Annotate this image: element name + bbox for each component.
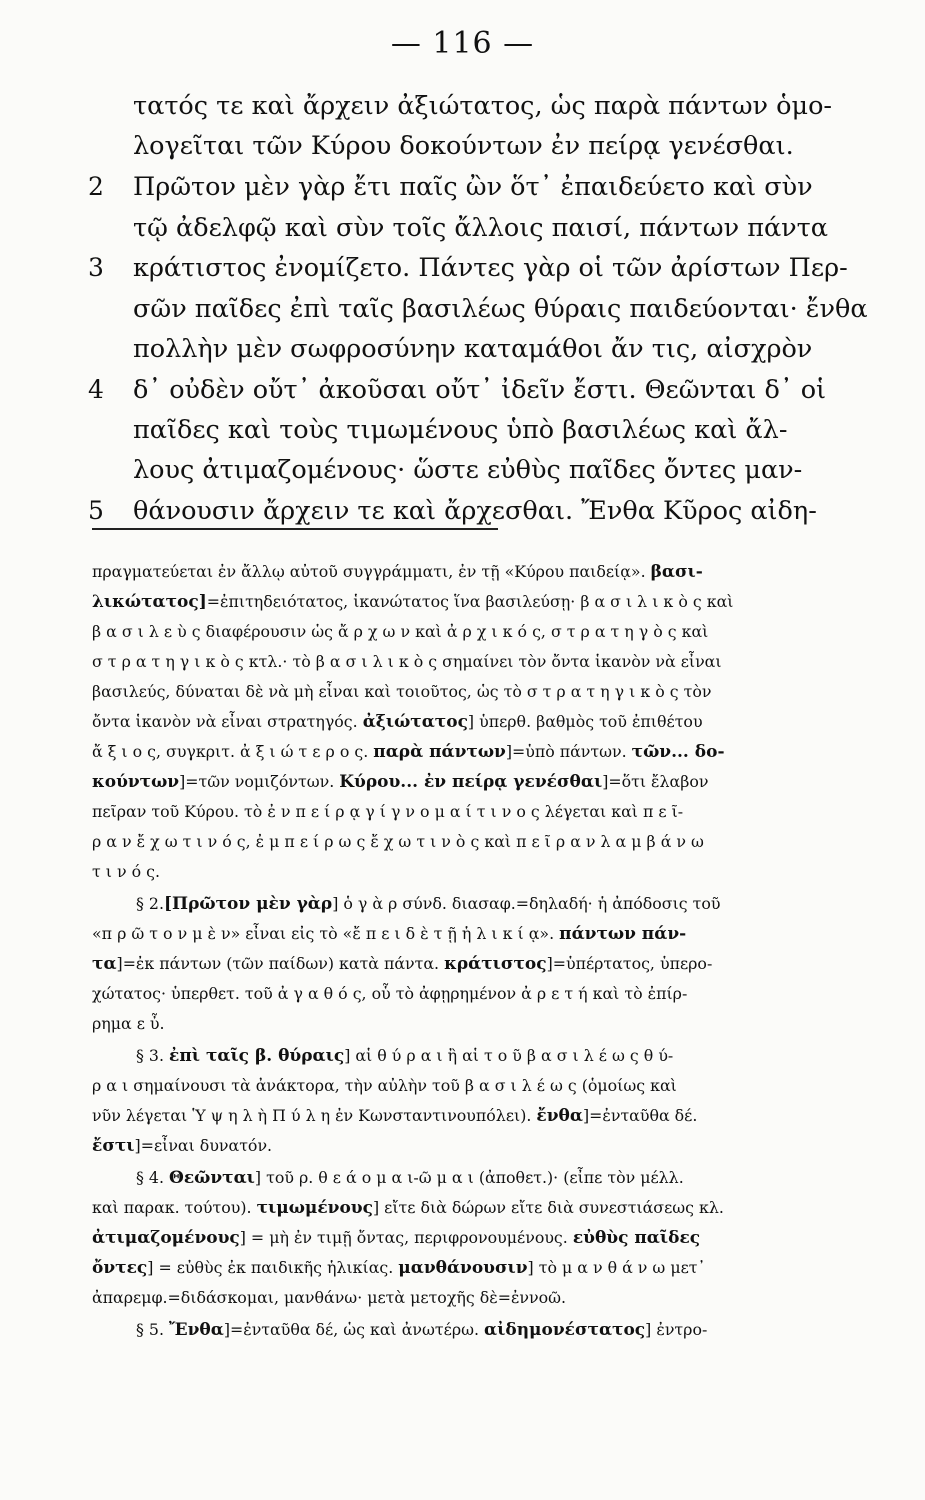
text-line: θάνουσιν ἄρχειν τε καὶ ἄρχεσθαι. Ἔνθα Κῦρος αἰδη- [133,496,817,526]
section-number: 2 [88,172,104,201]
note-line: τ ι ν ό ς. [92,862,161,881]
section-number: 4 [88,375,104,404]
note-line: ὄντα ἱκανὸν νὰ εἶναι στρατηγός. ἀξιώτατος] ὑπερθ. βαθμὸς τοῦ ἐπιθέτου [92,712,703,732]
note-line: ἀτιμαζομένους] = μὴ ἐν τιμῇ ὄντας, περιφρονουμένους. εὐθὺς παῖδες [92,1228,701,1248]
note-line: βασιλεύς, δύναται δὲ νὰ μὴ εἶναι καὶ τοιοῦτος, ὡς τὸ σ τ ρ α τ η γ ι κ ὸ ς τὸν [92,682,712,701]
text-line: σῶν παῖδες ἐπὶ ταῖς βασιλέως θύραις παιδεύονται· ἔνθα [133,294,868,324]
note-line: καὶ παρακ. τούτου). τιμωμένους] εἴτε διὰ δώρων εἴτε διὰ συνεστιάσεως κλ. [92,1198,724,1218]
note-line: ρ α ι σημαίνουσι τὰ ἀνάκτορα, τὴν αὐλὴν τοῦ β α σ ι λ έ ω ς (ὁμοίως καὶ [92,1076,677,1095]
text-line: Πρῶτον μὲν γὰρ ἔτι παῖς ὢν ὅτ᾽ ἐπαιδεύετο καὶ σὺν [133,172,813,202]
note-line: χώτατος· ὑπερθετ. τοῦ ἀ γ α θ ό ς, οὗ τὸ ἀφῃρημένον ἀ ρ ε τ ή καὶ τὸ ἐπίρ- [92,984,688,1003]
section-number: 3 [88,253,104,282]
note-line: ἔστι]=εἶναι δυνατόν. [92,1136,273,1156]
note-line: β α σ ι λ ε ὺ ς διαφέρουσιν ὡς ἄ ρ χ ω ν καὶ ἀ ρ χ ι κ ό ς, σ τ ρ α τ η γ ὸ ς καὶ [92,622,709,641]
footnote-divider [92,528,498,530]
note-line: § 2.[Πρῶτον μὲν γὰρ] ὁ γ ὰ ρ σύνδ. διασαφ.=δηλαδή· ἡ ἀπόδοσις τοῦ [136,894,721,914]
text-line: τῷ ἀδελφῷ καὶ σὺν τοῖς ἄλλοις παισί, πάντων πάντα [133,213,828,243]
note-line: νῦν λέγεται Ὑ ψ η λ ὴ Π ύ λ η ἐν Κωνσταντινουπόλει). ἔνθα]=ἐνταῦθα δέ. [92,1106,698,1126]
note-line: σ τ ρ α τ η γ ι κ ὸ ς κτλ.· τὸ β α σ ι λ ι κ ὸ ς σημαίνει τὸν ὄντα ἱκανὸν νὰ εἶναι [92,652,722,671]
note-line: λικώτατος]=ἐπιτηδειότατος, ἱκανώτατος ἵνα βασιλεύσῃ· β α σ ι λ ι κ ὸ ς καὶ [92,592,734,612]
text-line: λους ἀτιμαζομένους· ὥστε εὐθὺς παῖδες ὄντες μαν- [133,455,803,485]
note-line: ρ α ν ἔ χ ω τ ι ν ό ς, ἐ μ π ε ί ρ ω ς ἔ χ ω τ ι ν ὸ ς καὶ π ε ῖ ρ α ν λ α μ β ά ν ω [92,832,704,851]
note-line: ρημα ε ὖ. [92,1014,165,1033]
text-line: πολλὴν μὲν σωφροσύνην καταμάθοι ἄν τις, αἰσχρὸν [133,334,813,364]
note-line: πραγματεύεται ἐν ἄλλῳ αὐτοῦ συγγράμματι, ἐν τῇ «Κύρου παιδείᾳ». βασι- [92,562,703,582]
note-line: ἀπαρεμφ.=διδάσκομαι, μανθάνω· μετὰ μετοχῆς δὲ=ἐννοῶ. [92,1288,567,1307]
page-number: — 116 — [390,26,535,61]
text-line: λογεῖται τῶν Κύρου δοκούντων ἐν πείρᾳ γενέσθαι. [133,131,794,161]
text-line: δ᾽ οὐδὲν οὔτ᾽ ἀκοῦσαι οὔτ᾽ ἰδεῖν ἔστι. Θεῶνται δ᾽ οἱ [133,375,827,405]
note-line: πεῖραν τοῦ Κύρου. τὸ ἐ ν π ε ί ρ ᾳ γ ί γ ν ο μ α ί τ ι ν ο ς λέγεται καὶ π ε ῖ- [92,802,684,821]
note-line: κούντων]=τῶν νομιζόντων. Κύρου... ἐν πείρᾳ γενέσθαι]=ὅτι ἔλαβον [92,772,709,792]
note-line: ἄ ξ ι ο ς, συγκριτ. ἀ ξ ι ώ τ ε ρ ο ς. παρὰ πάντων]=ὑπὸ πάντων. τῶν... δο- [92,742,725,762]
text-line: παῖδες καὶ τοὺς τιμωμένους ὑπὸ βασιλέως καὶ ἄλ- [133,415,788,445]
note-line: «π ρ ῶ τ ο ν μ ὲ ν» εἶναι εἰς τὸ «ἔ π ε ι δ ὲ τ ῇ ἡ λ ι κ ί ᾳ». πάντων πάν- [92,924,687,944]
note-line: § 5. Ἔνθα]=ἐνταῦθα δέ, ὡς καὶ ἀνωτέρω. αἰδημονέστατος] ἐντρο- [136,1320,708,1340]
text-line: κράτιστος ἐνομίζετο. Πάντες γὰρ οἱ τῶν ἀρίστων Περ- [133,253,848,283]
text-line: τατός τε καὶ ἄρχειν ἀξιώτατος, ὡς παρὰ πάντων ὁμο- [133,91,833,121]
section-number: 5 [88,496,104,525]
note-line: § 4. Θεῶνται] τοῦ ρ. θ ε ά ο μ α ι-ῶ μ α ι (ἀποθετ.)· (εἶπε τὸν μέλλ. [136,1168,684,1188]
note-line: § 3. ἐπὶ ταῖς β. θύραις] αἱ θ ύ ρ α ι ἢ αἱ τ ο ῦ β α σ ι λ έ ω ς θ ύ- [136,1046,674,1066]
note-line: ὄντες] = εὐθὺς ἐκ παιδικῆς ἡλικίας. μανθάνουσιν] τὸ μ α ν θ ά ν ω μετ᾽ [92,1258,706,1278]
note-line: τα]=ἐκ πάντων (τῶν παίδων) κατὰ πάντα. κράτιστος]=ὑπέρτατος, ὑπερο- [92,954,713,974]
